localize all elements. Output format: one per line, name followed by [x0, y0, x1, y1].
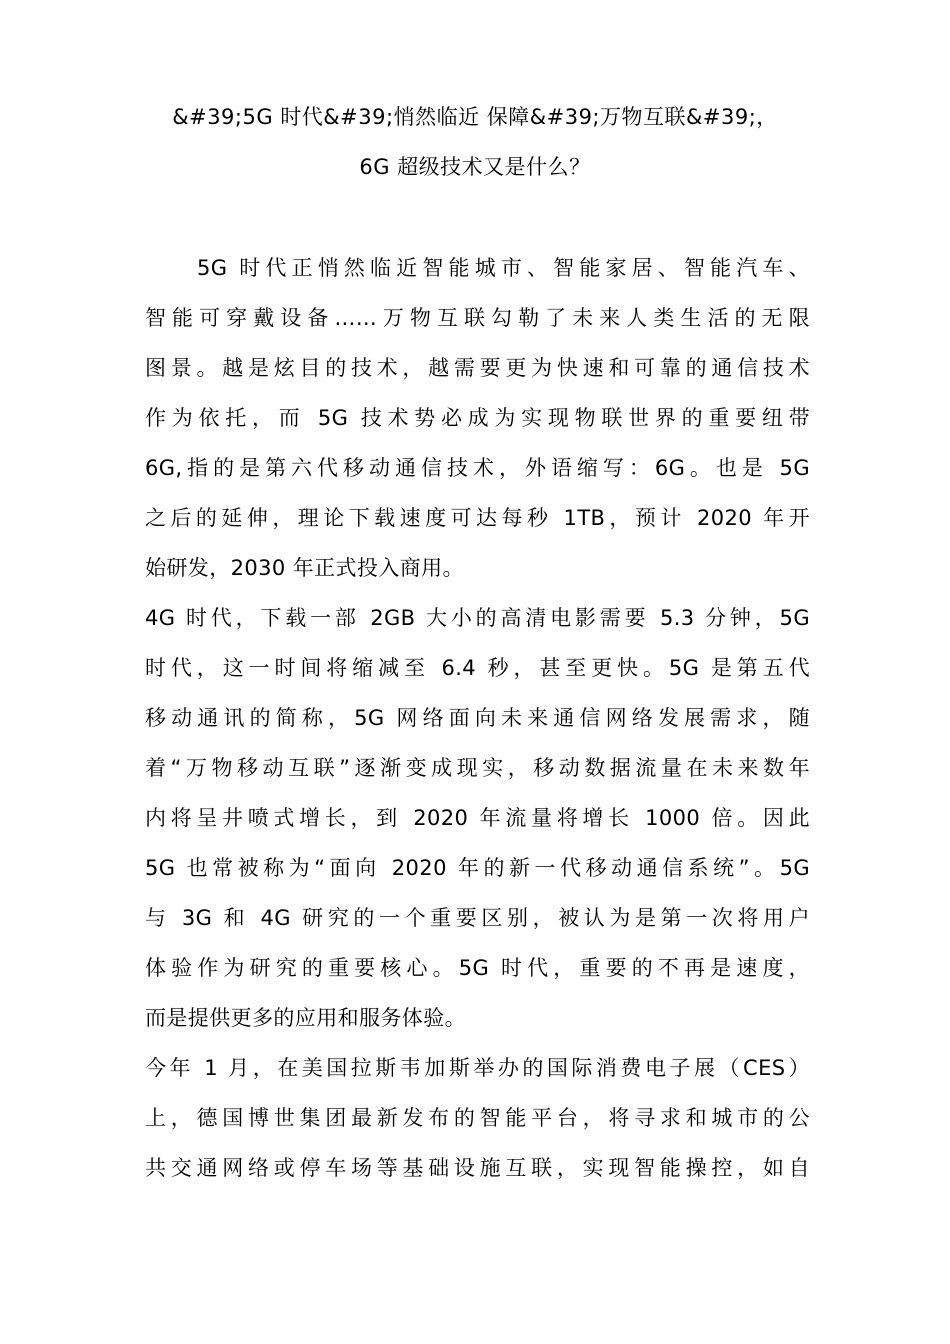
body-line: 与 3G 和 4G 研究的一个重要区别，被认为是第一次将用户 — [145, 906, 810, 930]
body-line: 上，德国博世集团最新发布的智能平台，将寻求和城市的公 — [145, 1106, 810, 1130]
body-line: 5G 也常被称为“面向 2020 年的新一代移动通信系统”。5G — [145, 856, 810, 880]
body-line: 4G 时代，下载一部 2GB 大小的高清电影需要 5.3 分钟，5G — [145, 606, 810, 630]
title-line-2: 6G 超级技术又是什么？ — [359, 155, 591, 179]
body-line: 共交通网络或停车场等基础设施互联，实现智能操控，如自 — [145, 1156, 810, 1180]
body-line: 始研发，2030 年正式投入商用。 — [145, 556, 464, 580]
body-line: 作为依托，而 5G 技术势必成为实现物联世界的重要纽带 — [145, 406, 810, 430]
body-line: 体验作为研究的重要核心。5G 时代，重要的不再是速度， — [145, 956, 810, 980]
body-line: 之后的延伸，理论下载速度可达每秒 1TB，预计 2020 年开 — [145, 506, 810, 530]
body-line: 着“万物移动互联”逐渐变成现实，移动数据流量在未来数年 — [145, 756, 810, 780]
body-line: 内将呈井喷式增长，到 2020 年流量将增长 1000 倍。因此 — [145, 806, 810, 830]
body-line: 图景。越是炫目的技术，越需要更为快速和可靠的通信技术 — [145, 356, 810, 380]
body-line: 而是提供更多的应用和服务体验。 — [145, 1006, 466, 1030]
body-line: 时代，这一时间将缩减至 6.4 秒，甚至更快。5G 是第五代 — [145, 656, 810, 680]
body-line: 移动通讯的简称，5G 网络面向未来通信网络发展需求，随 — [145, 706, 810, 730]
body-line: 智能可穿戴设备……万物互联勾勒了未来人类生活的无限 — [145, 306, 810, 330]
body-line: 今年 1 月，在美国拉斯韦加斯举办的国际消费电子展（CES） — [145, 1056, 810, 1080]
body-line: 5G 时代正悄然临近智能城市、智能家居、智能汽车、 — [197, 256, 810, 280]
title-line-1: &#39;5G 时代&#39;悄然临近 保障&#39;万物互联&#39;， — [172, 105, 778, 129]
body-line: 6G,指的是第六代移动通信技术，外语缩写：6G。也是 5G — [145, 456, 810, 480]
